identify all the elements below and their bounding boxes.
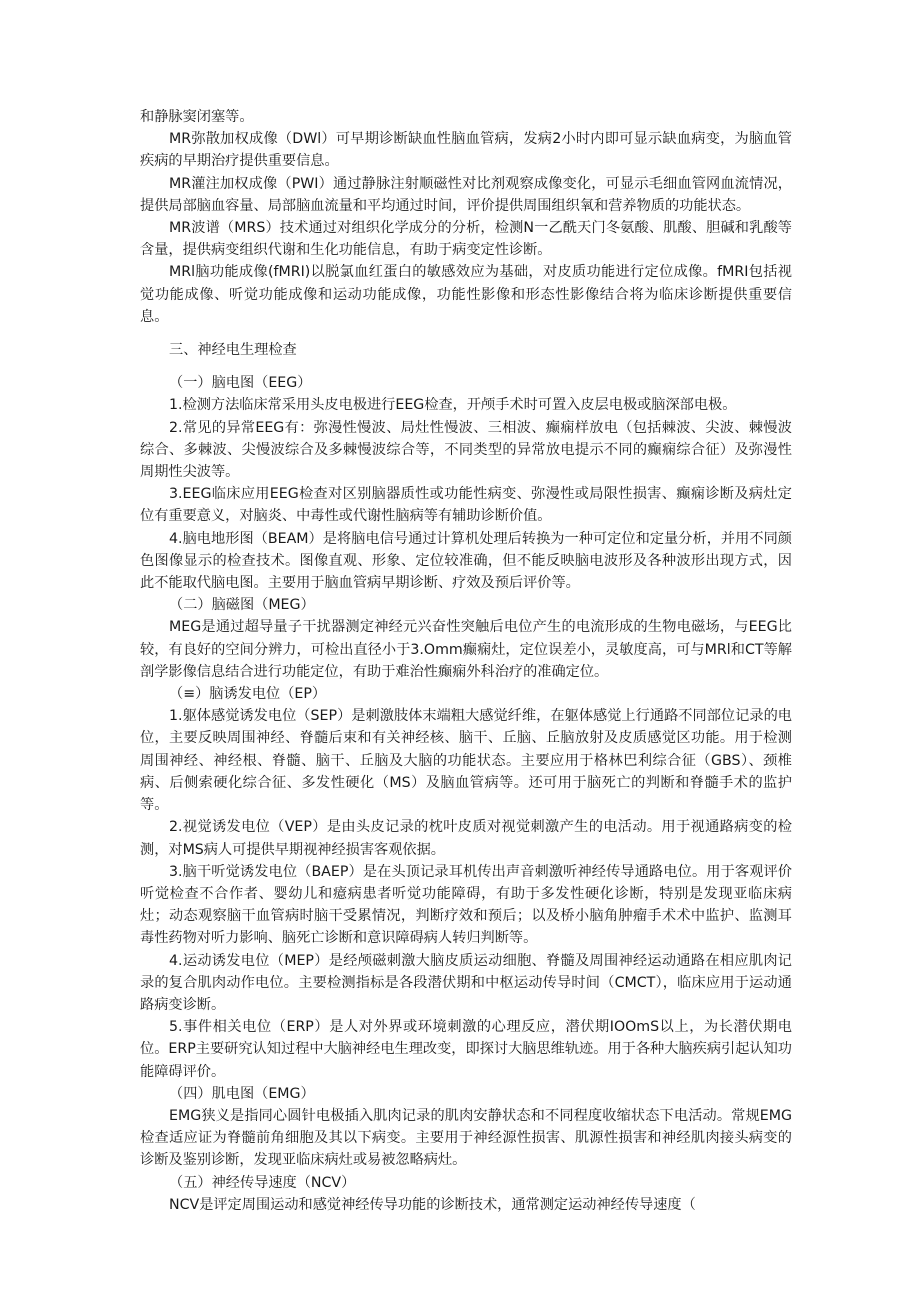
- paragraph-eeg-1: 1.检测方法临床常采用头皮电极进行EEG检查，开颅手术时可置入皮层电极或脑深部电极。: [169, 397, 737, 414]
- paragraph-emg: EMG狭义是指同心圆针电极插入肌肉记录的肌肉安静状态和不同程度收缩状态下电活动。常规EMG检查适应证为脊髓前角细胞及其以下病变。主要用于神经源性损害、肌源性损害和神经肌肉接头病变的诊断及鉴别诊断，发现亚临床病灶或易被忽略病灶。: [140, 1107, 792, 1169]
- paragraph-eeg-3: 3.EEG临床应用EEG检查对区别脑器质性或功能性病变、弥漫性或局限性损害、癫痫诊断及病灶定位有重要意义，对脑炎、中毒性或代谢性脑病等有辅助诊断价值。: [140, 486, 792, 525]
- paragraph-meg: MEG是通过超导量子干扰器测定神经元兴奋性突触后电位产生的电流形成的生物电磁场，与EEG比较，有良好的空间分辨力，可检出直径小于3.Omm癫痫灶，定位误差小，灵敏度高，可与MRl和CT等解剖学影像信息结合进行功能定位，有助于难治性癫痫外科治疗的准确定位。: [140, 619, 792, 680]
- paragraph-erp: 5.事件相关电位（ERP）是人对外界或环境刺激的心理反应，潜伏期IOOmS以上，为长潜伏期电位。ERP主要研究认知过程中大脑神经电生理改变，即探讨大脑思维轨迹。用于各种大脑疾病引起认知功能障碍评价。: [140, 1019, 792, 1080]
- subheading-ncv: （五）神经传导速度（NCV）: [169, 1174, 356, 1191]
- paragraph-sep: 1.躯体感觉诱发电位（SEP）是刺激肢体末端粗大感觉纤维，在躯体感觉上行通路不同部位记录的电位，主要反映周围神经、脊髓后束和有关神经核、脑干、丘脑、丘脑放射及皮质感觉区功能。用于检测周围神经、神经根、脊髓、脑干、丘脑及大脑的功能状态。主要应用于格林巴利综合征（GBS）、颈椎病、后侧索硬化综合征、多发性硬化（MS）及脑血管病等。还可用于脑死亡的判断和脊髓手术的监护等。: [140, 708, 792, 814]
- document-page: [140, 106, 792, 1216]
- subheading-emg: （四）肌电图（EMG）: [169, 1085, 315, 1102]
- paragraph-mrs: MR波谱（MRS）技术通过对组织化学成分的分析，检测N一乙酰天门冬氨酸、肌酸、胆碱和乳酸等含量，提供病变组织代谢和生化功能信息，有助于病变定性诊断。: [140, 220, 792, 259]
- paragraph-pwi: MR灌注加权成像（PWI）通过静脉注射顺磁性对比剂观察成像变化，可显示毛细血管网血流情况，提供局部脑血容量、局部脑血流量和平均通过时间，评价提供周围组织氧和营养物质的功能状态。: [140, 175, 792, 214]
- section-heading-electrophysiology: 三、神经电生理检查: [169, 342, 297, 359]
- paragraph-eeg-2: 2.常见的异常EEG有：弥漫性慢波、局灶性慢波、三相波、癫痫样放电（包括棘波、尖波、棘慢波综合、多棘波、尖慢波综合及多棘慢波综合等，不同类型的异常放电提示不同的癫痫综合征）及弥漫性周期性尖波等。: [140, 419, 792, 481]
- subheading-eeg: （一）脑电图（EEG）: [169, 375, 312, 392]
- paragraph-mep: 4.运动诱发电位（MEP）是经颅磁刺激大脑皮质运动细胞、脊髓及周围神经运动通路在相应肌肉记录的复合肌肉动作电位。主要检测指标是各段潜伏期和中枢运动传导时间（CMCT），临床应用于运动通路病变诊断。: [140, 952, 792, 1013]
- paragraph-dwi: MR弥散加权成像（DWl）可早期诊断缺血性脑血管病，发病2小时内即可显示缺血病变，为脑血管疾病的早期治疗提供重要信息。: [140, 131, 792, 170]
- paragraph-baep: 3.脑干听觉诱发电位（BAEP）是在头顶记录耳机传出声音刺激听神经传导通路电位。用于客观评价听觉检查不合作者、婴幼儿和癔病患者听觉功能障碍，有助于多发性硬化诊断，特别是发现亚临床病灶；动态观察脑干血管病时脑干受累情况，判断疗效和预后；以及桥小脑角肿瘤手术术中监护、监测耳毒性药物对听力影响、脑死亡诊断和意识障碍病人转归判断等。: [140, 863, 792, 947]
- paragraph-fmri: MRl脑功能成像(fMRI)以脱氯血红蛋白的敏感效应为基础，对皮质功能进行定位成像。fMRI包括视觉功能成像、听觉功能成像和运动功能成像，功能性影像和形态性影像结合将为临床诊断提供重要信息。: [140, 264, 792, 325]
- subheading-meg: （二）脑磁图（MEG）: [169, 597, 315, 614]
- paragraph-ncv: NCV是评定周围运动和感觉神经传导功能的诊断技术，通常测定运动神经传导速度（: [169, 1196, 696, 1213]
- subheading-ep: （≡）脑诱发电位（EP）: [169, 686, 327, 703]
- paragraph-vep: 2.视觉诱发电位（VEP）是由头皮记录的枕叶皮质对视觉刺激产生的电活动。用于视通路病变的检测，对MS病人可提供早期视神经损害客观依据。: [140, 819, 792, 858]
- paragraph-continuation: 和静脉窦闭塞等。: [140, 109, 254, 125]
- paragraph-eeg-4: 4.脑电地形图（BEAM）是将脑电信号通过计算机处理后转换为一种可定位和定量分析，并用不同颜色图像显示的检查技术。图像直观、形象、定位较准确，但不能反映脑电波形及各种波形出现方式，因此不能取代脑电图。主要用于脑血管病早期诊断、疗效及预后评价等。: [140, 530, 792, 592]
